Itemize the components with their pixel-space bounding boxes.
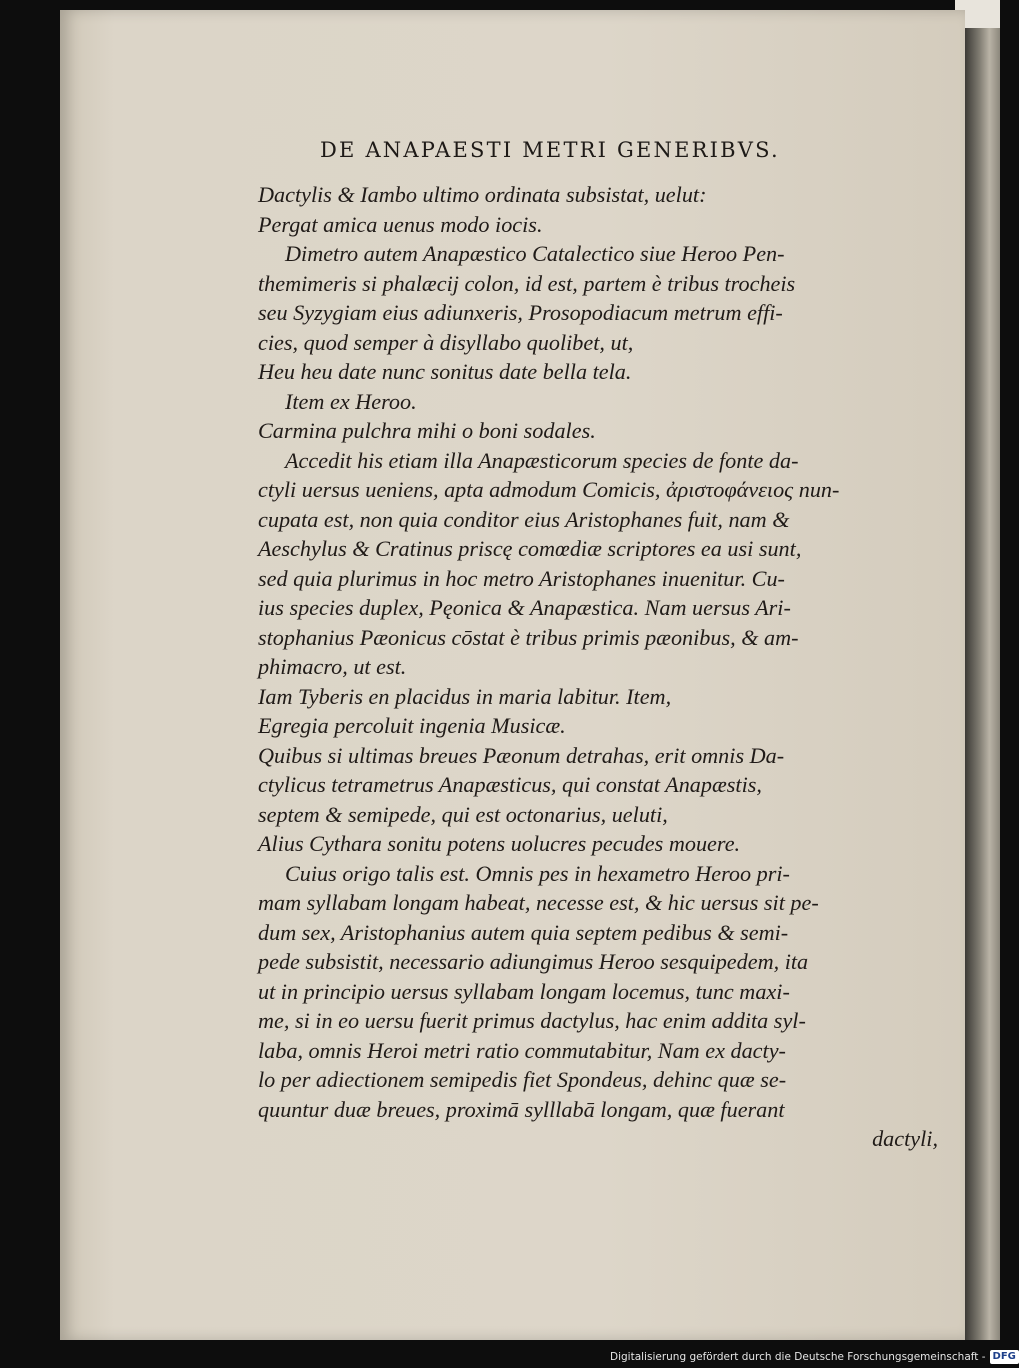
text-line: mam syllabam longam habeat, necesse est, & hic uersus sit pe-	[258, 890, 819, 915]
text-line: Item ex Heroo.	[285, 388, 417, 414]
text-line: ut in principio uersus syllabam longam locemus, tunc maxi-	[258, 978, 790, 1004]
text-line: me, si in eo uersu fuerit primus dactylus, hac enim addita syl-	[258, 1008, 806, 1033]
text-line: Quibus si ultimas breues Pæonum detrahas, erit omnis Da-	[258, 742, 785, 768]
text-line: cies, quod semper à disyllabo quolibet, ut,	[258, 329, 634, 355]
text-line: phimacro, ut est.	[258, 654, 407, 679]
text-line: Accedit his etiam illa Anapæsticorum species de fonte da-	[285, 447, 799, 473]
text-line: Alius Cythara sonitu potens uolucres pecudes mouere.	[258, 831, 741, 856]
body-text	[258, 180, 938, 1154]
text-line: dum sex, Aristophanius autem quia septem pedibus & semi-	[258, 919, 789, 945]
running-header: DE ANAPAESTI METRI GENERIBVS.	[320, 138, 780, 162]
text-line: stophanius Pæonicus cōstat è tribus primis pæonibus, & am-	[258, 624, 799, 650]
dfg-logo: DFG	[990, 1350, 1019, 1364]
text-line: Dimetro autem Anapæstico Catalectico siue Heroo Pen-	[285, 241, 785, 266]
text-line: Carmina pulchra mihi o boni sodales.	[258, 418, 596, 443]
text-line: Pergat amica uenus modo iocis.	[258, 211, 543, 237]
footer-credit-text: Digitalisierung gefördert durch die Deutsche Forschungsgemeinschaft -	[610, 1351, 986, 1363]
text-line: Dactylis & Iambo ultimo ordinata subsistat, uelut:	[258, 182, 707, 207]
text-line: sed quia plurimus in hoc metro Aristophanes inuenitur. Cu-	[258, 565, 785, 591]
text-line: Cuius origo talis est. Omnis pes in hexametro Heroo pri-	[285, 860, 790, 886]
text-line: laba, omnis Heroi metri ratio commutabitur, Nam ex dacty-	[258, 1037, 786, 1063]
text-line: septem & semipede, qui est octonarius, ueluti,	[258, 801, 668, 827]
text-line: Egregia percoluit ingenia Musicæ.	[258, 713, 566, 738]
text-line: Aeschylus & Cratinus priscę comœdiæ scriptores ea usi sunt,	[258, 536, 802, 561]
adjacent-page-edge	[965, 0, 1000, 1340]
text-line: themimeris si phalæcij colon, id est, partem è tribus trocheis	[258, 270, 796, 296]
footer-credit	[610, 1349, 1019, 1365]
text-line: lo per adiectionem semipedis fiet Spondeus, dehinc quæ se-	[258, 1067, 787, 1092]
text-line: Iam Tyberis en placidus in maria labitur. Item,	[258, 683, 672, 709]
text-line: dactyli,	[872, 1126, 938, 1151]
text-line: quuntur duæ breues, proximā sylllabā longam, quæ fuerant	[258, 1096, 785, 1122]
text-line: ius species duplex, Pęonica & Anapæstica. Nam uersus Ari-	[258, 595, 791, 620]
text-line: Heu heu date nunc sonitus date bella tela.	[258, 359, 632, 384]
text-line: cupata est, non quia conditor eius Aristophanes fuit, nam &	[258, 506, 790, 532]
text-line: seu Syzygiam eius adiunxeris, Prosopodiacum metrum effi-	[258, 300, 783, 325]
text-line: ctyli uersus ueniens, apta admodum Comicis, ἀριστοφάνειος nun-	[258, 477, 840, 502]
text-line: pede subsistit, necessario adiungimus Heroo sesquipedem, ita	[258, 949, 809, 974]
text-line: ctylicus tetrametrus Anapæsticus, qui constat Anapæstis,	[258, 772, 762, 797]
